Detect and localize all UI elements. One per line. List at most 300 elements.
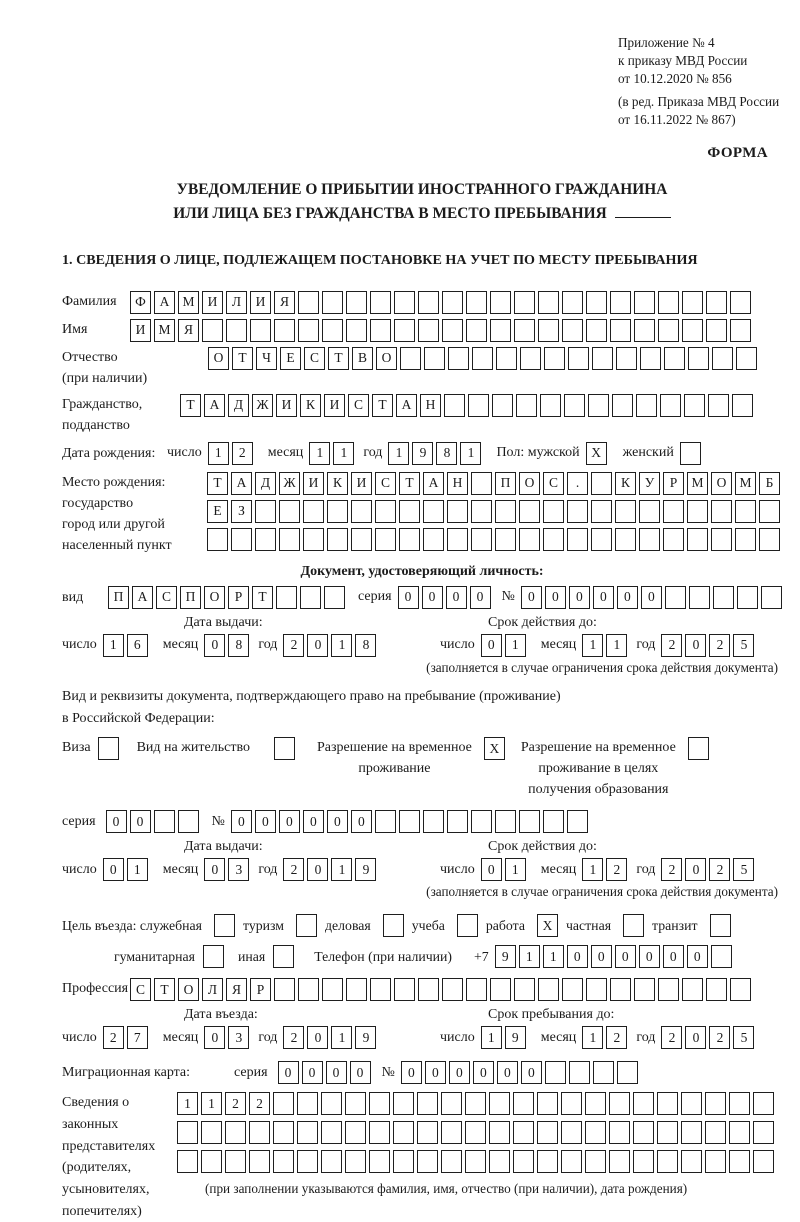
form-cell[interactable] — [225, 1150, 246, 1173]
form-cell[interactable] — [736, 347, 757, 370]
form-cell[interactable] — [665, 586, 686, 609]
form-cell[interactable]: А — [204, 394, 225, 417]
temp-residence-edu-checkbox[interactable] — [688, 737, 709, 760]
form-cell[interactable]: 0 — [106, 810, 127, 833]
form-cell[interactable]: 1 — [481, 1026, 502, 1049]
form-cell[interactable]: 0 — [326, 1061, 347, 1084]
form-cell[interactable] — [687, 528, 708, 551]
form-cell[interactable]: 0 — [639, 945, 660, 968]
form-cell[interactable] — [640, 347, 661, 370]
form-cell[interactable] — [586, 978, 607, 1001]
form-cell[interactable] — [345, 1150, 366, 1173]
form-cell[interactable]: Б — [759, 472, 780, 495]
form-cell[interactable]: И — [351, 472, 372, 495]
form-cell[interactable] — [472, 347, 493, 370]
form-cell[interactable] — [279, 528, 300, 551]
form-cell[interactable] — [370, 319, 391, 342]
form-cell[interactable]: Ж — [279, 472, 300, 495]
form-cell[interactable]: 0 — [303, 810, 324, 833]
form-cell[interactable] — [588, 394, 609, 417]
form-cell[interactable]: Р — [663, 472, 684, 495]
form-cell[interactable] — [562, 319, 583, 342]
form-cell[interactable]: 0 — [663, 945, 684, 968]
form-cell[interactable]: 0 — [307, 858, 328, 881]
form-cell[interactable]: 9 — [412, 442, 433, 465]
form-cell[interactable] — [471, 810, 492, 833]
form-cell[interactable]: А — [396, 394, 417, 417]
form-cell[interactable]: 0 — [350, 1061, 371, 1084]
form-cell[interactable] — [544, 347, 565, 370]
purpose-transit-checkbox[interactable] — [710, 914, 731, 937]
form-cell[interactable] — [591, 472, 612, 495]
form-cell[interactable] — [447, 528, 468, 551]
form-cell[interactable]: 1 — [519, 945, 540, 968]
form-cell[interactable]: 5 — [733, 634, 754, 657]
form-cell[interactable]: И — [250, 291, 271, 314]
form-cell[interactable]: 0 — [687, 945, 708, 968]
form-cell[interactable]: О — [711, 472, 732, 495]
form-cell[interactable] — [615, 528, 636, 551]
form-cell[interactable]: 2 — [661, 1026, 682, 1049]
form-cell[interactable] — [585, 1121, 606, 1144]
form-cell[interactable]: Т — [154, 978, 175, 1001]
form-cell[interactable]: 0 — [685, 1026, 706, 1049]
form-cell[interactable]: И — [276, 394, 297, 417]
form-cell[interactable] — [732, 394, 753, 417]
form-cell[interactable]: А — [154, 291, 175, 314]
form-cell[interactable] — [759, 500, 780, 523]
form-cell[interactable] — [255, 500, 276, 523]
form-cell[interactable] — [561, 1121, 582, 1144]
form-cell[interactable]: П — [108, 586, 129, 609]
form-cell[interactable] — [327, 528, 348, 551]
form-cell[interactable] — [591, 528, 612, 551]
form-cell[interactable] — [562, 291, 583, 314]
form-cell[interactable] — [568, 347, 589, 370]
form-cell[interactable]: Д — [228, 394, 249, 417]
form-cell[interactable] — [249, 1121, 270, 1144]
form-cell[interactable]: 1 — [201, 1092, 222, 1115]
form-cell[interactable]: Т — [328, 347, 349, 370]
form-cell[interactable]: 0 — [569, 586, 590, 609]
form-cell[interactable] — [399, 500, 420, 523]
form-cell[interactable] — [610, 319, 631, 342]
form-cell[interactable] — [393, 1092, 414, 1115]
form-cell[interactable] — [202, 319, 223, 342]
form-cell[interactable] — [684, 394, 705, 417]
form-cell[interactable]: О — [519, 472, 540, 495]
form-cell[interactable] — [664, 347, 685, 370]
form-cell[interactable] — [297, 1121, 318, 1144]
form-cell[interactable]: 1 — [582, 858, 603, 881]
form-cell[interactable] — [567, 500, 588, 523]
form-cell[interactable] — [513, 1092, 534, 1115]
form-cell[interactable]: 5 — [733, 858, 754, 881]
form-cell[interactable]: П — [180, 586, 201, 609]
form-cell[interactable] — [418, 319, 439, 342]
form-cell[interactable] — [471, 528, 492, 551]
form-cell[interactable]: Е — [207, 500, 228, 523]
form-cell[interactable] — [226, 319, 247, 342]
form-cell[interactable]: 9 — [355, 1026, 376, 1049]
form-cell[interactable] — [561, 1092, 582, 1115]
form-cell[interactable] — [346, 978, 367, 1001]
form-cell[interactable]: 8 — [228, 634, 249, 657]
purpose-work-checkbox[interactable]: X — [537, 914, 558, 937]
form-cell[interactable]: О — [204, 586, 225, 609]
form-cell[interactable] — [490, 319, 511, 342]
form-cell[interactable] — [706, 319, 727, 342]
form-cell[interactable] — [753, 1092, 774, 1115]
form-cell[interactable]: 0 — [545, 586, 566, 609]
form-cell[interactable]: Ч — [256, 347, 277, 370]
form-cell[interactable]: 0 — [593, 586, 614, 609]
form-cell[interactable] — [465, 1092, 486, 1115]
form-cell[interactable] — [519, 500, 540, 523]
form-cell[interactable]: Р — [250, 978, 271, 1001]
form-cell[interactable]: 2 — [606, 858, 627, 881]
form-cell[interactable]: 0 — [617, 586, 638, 609]
form-cell[interactable]: С — [543, 472, 564, 495]
form-cell[interactable] — [657, 1121, 678, 1144]
form-cell[interactable] — [249, 1150, 270, 1173]
form-cell[interactable]: Я — [274, 291, 295, 314]
form-cell[interactable] — [321, 1092, 342, 1115]
form-cell[interactable]: 0 — [302, 1061, 323, 1084]
form-cell[interactable] — [471, 472, 492, 495]
form-cell[interactable] — [418, 978, 439, 1001]
form-cell[interactable] — [516, 394, 537, 417]
form-cell[interactable]: О — [208, 347, 229, 370]
form-cell[interactable] — [423, 528, 444, 551]
form-cell[interactable] — [729, 1092, 750, 1115]
form-cell[interactable] — [490, 978, 511, 1001]
form-cell[interactable] — [441, 1092, 462, 1115]
form-cell[interactable] — [444, 394, 465, 417]
form-cell[interactable] — [489, 1121, 510, 1144]
form-cell[interactable] — [298, 978, 319, 1001]
form-cell[interactable] — [177, 1150, 198, 1173]
form-cell[interactable] — [303, 528, 324, 551]
form-cell[interactable] — [633, 1092, 654, 1115]
form-cell[interactable]: 0 — [307, 1026, 328, 1049]
form-cell[interactable] — [399, 810, 420, 833]
form-cell[interactable]: 1 — [460, 442, 481, 465]
form-cell[interactable] — [639, 500, 660, 523]
form-cell[interactable]: 0 — [327, 810, 348, 833]
form-cell[interactable] — [345, 1121, 366, 1144]
form-cell[interactable] — [298, 291, 319, 314]
form-cell[interactable] — [201, 1150, 222, 1173]
form-cell[interactable]: Л — [202, 978, 223, 1001]
form-cell[interactable] — [394, 978, 415, 1001]
form-cell[interactable]: 0 — [204, 634, 225, 657]
purpose-humanitarian-checkbox[interactable] — [203, 945, 224, 968]
form-cell[interactable] — [489, 1092, 510, 1115]
form-cell[interactable] — [591, 500, 612, 523]
form-cell[interactable]: З — [231, 500, 252, 523]
form-cell[interactable]: . — [567, 472, 588, 495]
form-cell[interactable] — [609, 1150, 630, 1173]
form-cell[interactable] — [538, 978, 559, 1001]
form-cell[interactable] — [465, 1150, 486, 1173]
form-cell[interactable]: К — [327, 472, 348, 495]
form-cell[interactable]: 1 — [103, 634, 124, 657]
form-cell[interactable] — [490, 291, 511, 314]
form-cell[interactable]: 0 — [481, 858, 502, 881]
form-cell[interactable] — [466, 291, 487, 314]
form-cell[interactable] — [300, 586, 321, 609]
form-cell[interactable] — [730, 319, 751, 342]
form-cell[interactable] — [370, 291, 391, 314]
form-cell[interactable]: 0 — [279, 810, 300, 833]
form-cell[interactable]: Н — [447, 472, 468, 495]
form-cell[interactable]: 7 — [127, 1026, 148, 1049]
form-cell[interactable] — [538, 291, 559, 314]
form-cell[interactable] — [418, 291, 439, 314]
form-cell[interactable] — [612, 394, 633, 417]
form-cell[interactable] — [705, 1092, 726, 1115]
form-cell[interactable]: 9 — [505, 1026, 526, 1049]
form-cell[interactable]: Д — [255, 472, 276, 495]
form-cell[interactable]: 1 — [331, 634, 352, 657]
form-cell[interactable] — [496, 347, 517, 370]
form-cell[interactable]: Т — [232, 347, 253, 370]
form-cell[interactable] — [514, 319, 535, 342]
form-cell[interactable]: 0 — [204, 1026, 225, 1049]
form-cell[interactable] — [706, 291, 727, 314]
form-cell[interactable]: Т — [180, 394, 201, 417]
form-cell[interactable]: 1 — [177, 1092, 198, 1115]
form-cell[interactable] — [322, 319, 343, 342]
form-cell[interactable]: И — [202, 291, 223, 314]
form-cell[interactable] — [273, 1150, 294, 1173]
form-cell[interactable] — [540, 394, 561, 417]
form-cell[interactable] — [610, 291, 631, 314]
form-cell[interactable]: Я — [226, 978, 247, 1001]
form-cell[interactable]: Е — [280, 347, 301, 370]
form-cell[interactable] — [753, 1121, 774, 1144]
form-cell[interactable] — [564, 394, 585, 417]
form-cell[interactable] — [201, 1121, 222, 1144]
form-cell[interactable] — [705, 1150, 726, 1173]
form-cell[interactable]: 1 — [127, 858, 148, 881]
form-cell[interactable]: М — [178, 291, 199, 314]
form-cell[interactable] — [658, 319, 679, 342]
form-cell[interactable]: 0 — [307, 634, 328, 657]
form-cell[interactable] — [231, 528, 252, 551]
form-cell[interactable]: 0 — [685, 858, 706, 881]
form-cell[interactable] — [178, 810, 199, 833]
form-cell[interactable] — [225, 1121, 246, 1144]
form-cell[interactable] — [346, 319, 367, 342]
form-cell[interactable] — [303, 500, 324, 523]
form-cell[interactable] — [706, 978, 727, 1001]
form-cell[interactable]: 0 — [130, 810, 151, 833]
form-cell[interactable] — [639, 528, 660, 551]
form-cell[interactable] — [543, 500, 564, 523]
form-cell[interactable] — [346, 291, 367, 314]
form-cell[interactable]: 1 — [582, 1026, 603, 1049]
form-cell[interactable] — [658, 291, 679, 314]
form-cell[interactable] — [537, 1092, 558, 1115]
form-cell[interactable]: Т — [372, 394, 393, 417]
form-cell[interactable]: 0 — [351, 810, 372, 833]
form-cell[interactable] — [538, 319, 559, 342]
form-cell[interactable] — [759, 528, 780, 551]
form-cell[interactable] — [586, 319, 607, 342]
form-cell[interactable] — [730, 978, 751, 1001]
form-cell[interactable]: 2 — [283, 1026, 304, 1049]
form-cell[interactable]: К — [615, 472, 636, 495]
form-cell[interactable]: С — [304, 347, 325, 370]
form-cell[interactable] — [279, 500, 300, 523]
form-cell[interactable]: 0 — [567, 945, 588, 968]
form-cell[interactable] — [399, 528, 420, 551]
form-cell[interactable]: А — [132, 586, 153, 609]
form-cell[interactable] — [737, 586, 758, 609]
purpose-study-checkbox[interactable] — [457, 914, 478, 937]
form-cell[interactable] — [468, 394, 489, 417]
form-cell[interactable] — [729, 1150, 750, 1173]
form-cell[interactable] — [495, 528, 516, 551]
form-cell[interactable] — [562, 978, 583, 1001]
form-cell[interactable]: 0 — [103, 858, 124, 881]
form-cell[interactable] — [636, 394, 657, 417]
form-cell[interactable] — [177, 1121, 198, 1144]
form-cell[interactable] — [569, 1061, 590, 1084]
form-cell[interactable]: 1 — [309, 442, 330, 465]
form-cell[interactable] — [729, 1121, 750, 1144]
form-cell[interactable] — [351, 500, 372, 523]
form-cell[interactable] — [207, 528, 228, 551]
form-cell[interactable]: 0 — [591, 945, 612, 968]
form-cell[interactable] — [519, 528, 540, 551]
form-cell[interactable]: О — [178, 978, 199, 1001]
form-cell[interactable]: 2 — [103, 1026, 124, 1049]
form-cell[interactable] — [495, 810, 516, 833]
form-cell[interactable] — [689, 586, 710, 609]
form-cell[interactable] — [514, 291, 535, 314]
form-cell[interactable] — [393, 1121, 414, 1144]
form-cell[interactable]: А — [231, 472, 252, 495]
form-cell[interactable] — [489, 1150, 510, 1173]
form-cell[interactable] — [345, 1092, 366, 1115]
form-cell[interactable] — [660, 394, 681, 417]
form-cell[interactable] — [609, 1092, 630, 1115]
form-cell[interactable]: С — [130, 978, 151, 1001]
form-cell[interactable]: 1 — [582, 634, 603, 657]
form-cell[interactable]: 2 — [606, 1026, 627, 1049]
form-cell[interactable] — [681, 1121, 702, 1144]
form-cell[interactable]: Т — [207, 472, 228, 495]
form-cell[interactable]: 0 — [685, 634, 706, 657]
form-cell[interactable] — [375, 500, 396, 523]
form-cell[interactable]: 0 — [473, 1061, 494, 1084]
form-cell[interactable]: Л — [226, 291, 247, 314]
gender-male-checkbox[interactable]: X — [586, 442, 607, 465]
form-cell[interactable]: 0 — [481, 634, 502, 657]
form-cell[interactable] — [273, 1121, 294, 1144]
form-cell[interactable] — [663, 528, 684, 551]
form-cell[interactable]: 2 — [709, 858, 730, 881]
form-cell[interactable] — [298, 319, 319, 342]
form-cell[interactable] — [519, 810, 540, 833]
form-cell[interactable] — [634, 319, 655, 342]
form-cell[interactable]: В — [352, 347, 373, 370]
form-cell[interactable]: 9 — [355, 858, 376, 881]
form-cell[interactable] — [375, 810, 396, 833]
form-cell[interactable] — [681, 1150, 702, 1173]
form-cell[interactable] — [705, 1121, 726, 1144]
form-cell[interactable]: 0 — [422, 586, 443, 609]
form-cell[interactable] — [466, 319, 487, 342]
form-cell[interactable] — [593, 1061, 614, 1084]
form-cell[interactable]: 2 — [249, 1092, 270, 1115]
form-cell[interactable] — [688, 347, 709, 370]
form-cell[interactable]: 0 — [278, 1061, 299, 1084]
purpose-tourism-checkbox[interactable] — [296, 914, 317, 937]
form-cell[interactable] — [617, 1061, 638, 1084]
form-cell[interactable]: 3 — [228, 858, 249, 881]
form-cell[interactable]: 6 — [127, 634, 148, 657]
form-cell[interactable]: М — [735, 472, 756, 495]
gender-female-checkbox[interactable] — [680, 442, 701, 465]
visa-checkbox[interactable] — [98, 737, 119, 760]
form-cell[interactable] — [466, 978, 487, 1001]
form-cell[interactable]: 1 — [331, 1026, 352, 1049]
form-cell[interactable]: 9 — [495, 945, 516, 968]
form-cell[interactable] — [369, 1121, 390, 1144]
form-cell[interactable] — [561, 1150, 582, 1173]
form-cell[interactable] — [442, 978, 463, 1001]
form-cell[interactable] — [520, 347, 541, 370]
form-cell[interactable]: 1 — [505, 634, 526, 657]
form-cell[interactable]: 1 — [505, 858, 526, 881]
form-cell[interactable] — [297, 1150, 318, 1173]
purpose-business-checkbox[interactable] — [383, 914, 404, 937]
form-cell[interactable]: 8 — [355, 634, 376, 657]
form-cell[interactable]: П — [495, 472, 516, 495]
form-cell[interactable] — [369, 1150, 390, 1173]
form-cell[interactable]: 0 — [641, 586, 662, 609]
form-cell[interactable]: 0 — [204, 858, 225, 881]
form-cell[interactable]: 2 — [225, 1092, 246, 1115]
form-cell[interactable]: 0 — [231, 810, 252, 833]
form-cell[interactable] — [586, 291, 607, 314]
form-cell[interactable]: Ж — [252, 394, 273, 417]
form-cell[interactable] — [663, 500, 684, 523]
form-cell[interactable] — [753, 1150, 774, 1173]
form-cell[interactable]: Ф — [130, 291, 151, 314]
form-cell[interactable] — [543, 528, 564, 551]
form-cell[interactable]: М — [154, 319, 175, 342]
form-cell[interactable] — [615, 500, 636, 523]
form-cell[interactable] — [537, 1121, 558, 1144]
form-cell[interactable] — [424, 347, 445, 370]
form-cell[interactable] — [393, 1150, 414, 1173]
form-cell[interactable] — [448, 347, 469, 370]
form-cell[interactable] — [400, 347, 421, 370]
form-cell[interactable]: 1 — [208, 442, 229, 465]
form-cell[interactable] — [634, 291, 655, 314]
form-cell[interactable] — [634, 978, 655, 1001]
form-cell[interactable] — [417, 1150, 438, 1173]
form-cell[interactable] — [370, 978, 391, 1001]
form-cell[interactable] — [682, 978, 703, 1001]
form-cell[interactable] — [513, 1150, 534, 1173]
form-cell[interactable] — [442, 319, 463, 342]
